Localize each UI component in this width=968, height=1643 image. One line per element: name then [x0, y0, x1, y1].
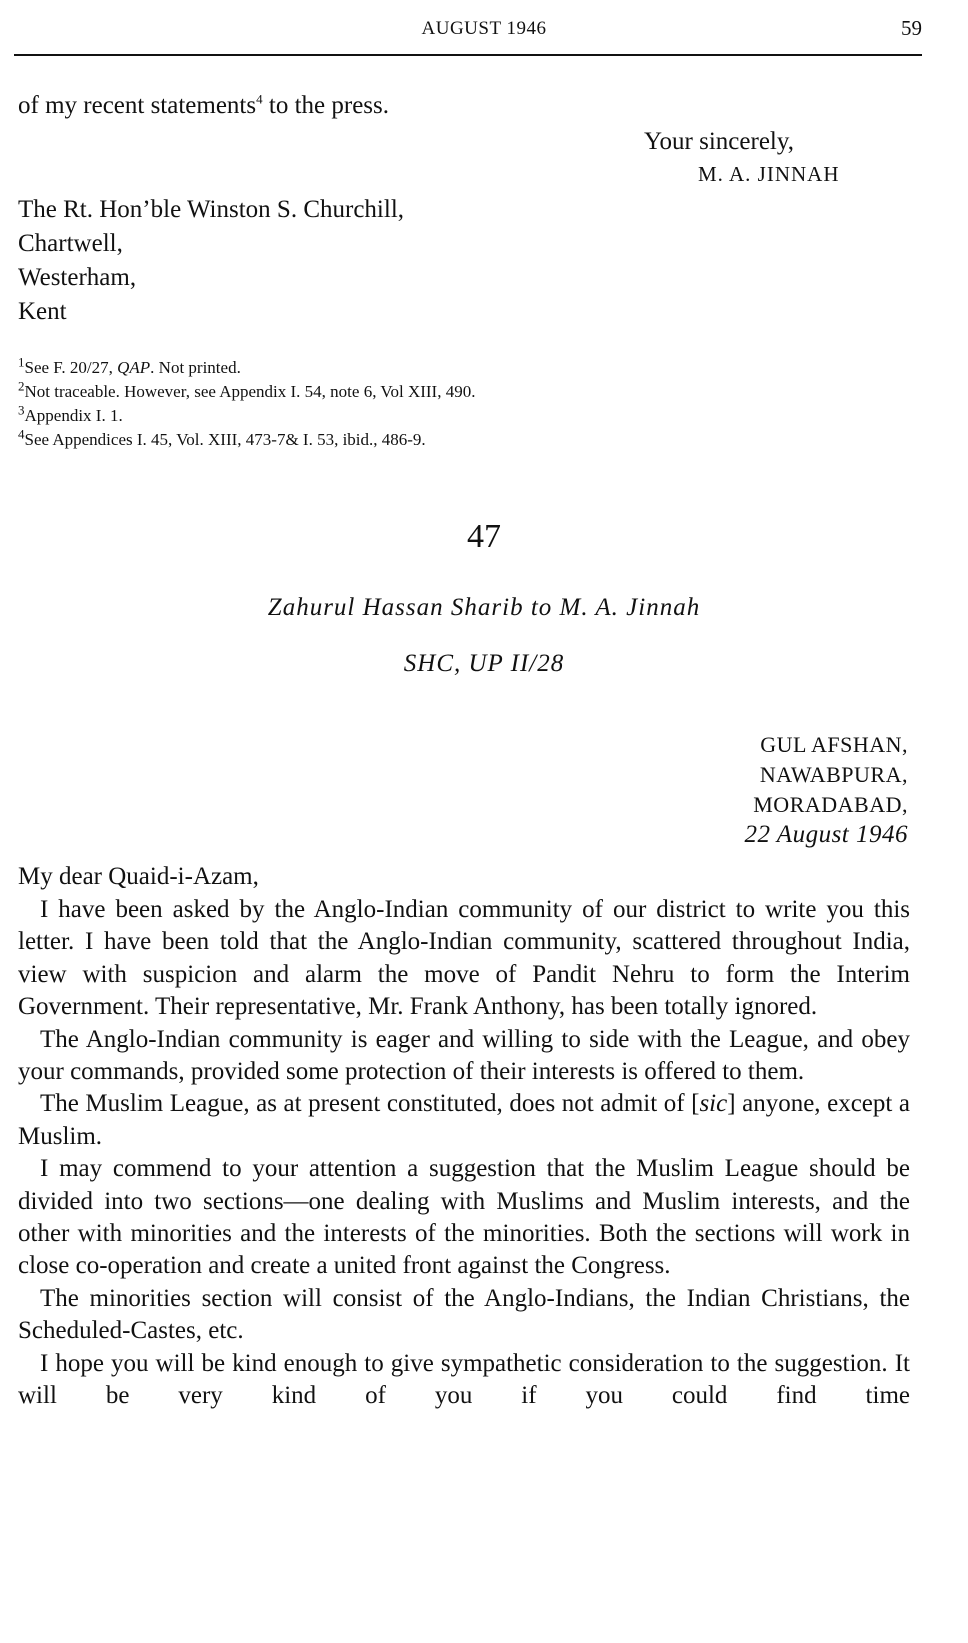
prev-letter-closing-line: of my recent statements$^4$ to the press. — [18, 91, 389, 119]
addressee-line: The Rt. Hon’ble Winston S. Churchill, — [18, 196, 405, 223]
page-number: 59 — [901, 16, 922, 40]
valediction: Your sincerely, — [644, 128, 794, 155]
footnote: $^3$Appendix I. 1. — [18, 402, 123, 425]
document-number: 47 — [467, 518, 501, 555]
addressee-line: Kent — [18, 298, 67, 325]
document-title: Zahurul Hassan Sharib to M. A. Jinnah — [267, 594, 701, 621]
sender-address — [745, 730, 909, 850]
addressee-line: Chartwell, — [18, 230, 123, 257]
header-rule — [14, 54, 922, 56]
paragraph: The Muslim League, as at present constituted, does not admit of [sic] anyone, except a Muslim. — [18, 1090, 910, 1150]
footnote: $^1$See F. 20/27, QAP. Not printed. — [18, 354, 241, 377]
paragraph: The Anglo-Indian community is eager and willing to side with the League, and obey your commands, provided some protection of their interests is offered to them. — [18, 1025, 910, 1086]
running-head-title: AUGUST 1946 — [421, 18, 547, 39]
addressee-line: Westerham, — [18, 264, 137, 291]
running-head — [0, 16, 968, 46]
address-line: GUL AFSHAN, — [760, 732, 908, 757]
footnote: $^4$See Appendices I. 45, Vol. XIII, 473-7& I. 53, ibid., 486-9. — [18, 426, 426, 449]
paragraph: I hope you will be kind enough to give sympathetic consideration to the suggestion. It will be very kind of you if you could find time — [18, 1349, 910, 1410]
signature: M. A. JINNAH — [698, 162, 840, 186]
paragraph: I may commend to your attention a suggestion that the Muslim League should be divided into two sections—one dealing with Muslims and Muslim interests, and the other with minorities and the interests of the minorities. Both the sections will work in close co-operation and create a united front against the Congress. — [18, 1155, 910, 1280]
footnote-ref-4: 4 — [256, 91, 263, 107]
sic-mark: sic — [699, 1090, 728, 1118]
paragraph: I have been asked by the Anglo-Indian community of our district to write you this letter. I have been told that the Anglo-Indian community, scattered throughout India, view with suspicion and alarm the move of Pandit Nehru to form the Interim Government. Their representative, Mr. Frank Anthony, has been totally ignored. — [18, 896, 910, 1021]
salutation: My dear Quaid-i-Azam, — [18, 863, 259, 890]
footnote: $^2$Not traceable. However, see Appendix I. 54, note 6, Vol XIII, 490. — [18, 378, 476, 401]
address-line: MORADABAD, — [753, 792, 908, 817]
document-source: SHC, UP II/28 — [403, 650, 565, 677]
address-line: NAWABPURA, — [759, 762, 908, 787]
letter-date: 22 August 1946 — [744, 821, 908, 848]
letter-body — [18, 860, 910, 1413]
paragraph: The minorities section will consist of the Anglo-Indians, the Indian Christians, the Scheduled-Castes, etc. — [18, 1284, 910, 1345]
